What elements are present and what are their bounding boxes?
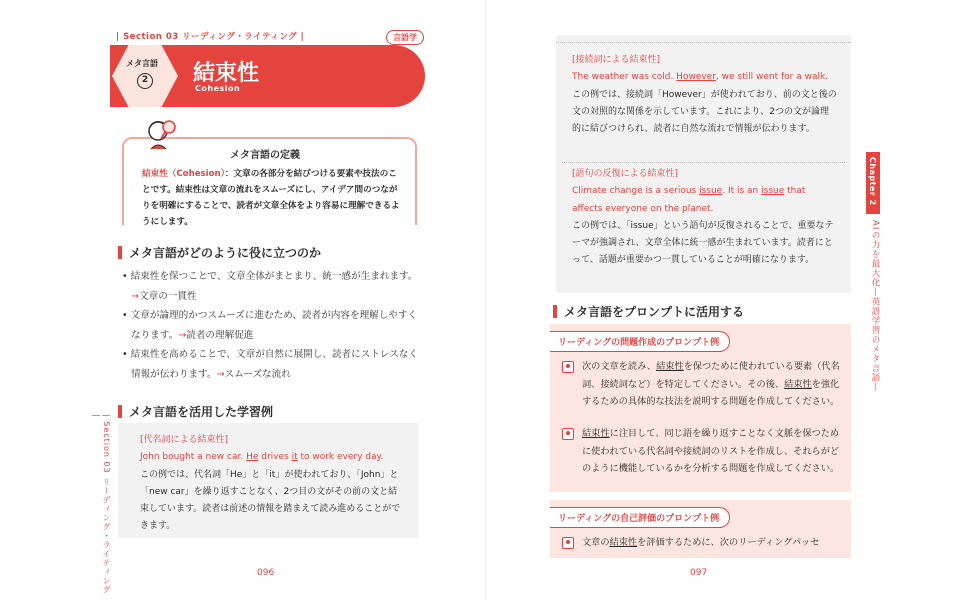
definition-term: 結束性（Cohesion） — [142, 169, 225, 179]
heading-usefulness: メタ言語がどのように役に立つのか — [118, 244, 321, 261]
example-body: この例では、「issue」という語句が反復されることで、重要なテーマが強調され、文章全体に統一感が生まれています。読者にとって、話題が重要かつ一貫していることが明確になります。 — [572, 220, 834, 266]
person-magnifier-icon — [142, 115, 182, 155]
example-label: [語句の反復による結束性] — [572, 169, 679, 179]
example-sentence: Climate change is a serious issue. It is an issue that affects everyone on the planet. — [572, 186, 806, 214]
section-tag: 言語学 — [386, 30, 424, 45]
prompt-icon — [562, 428, 574, 440]
heading-prompts: メタ言語をプロンプトに活用する — [553, 303, 744, 320]
prompt-pill-self-eval: リーディングの自己評価のプロンプト例 — [550, 507, 730, 528]
page-subtitle: Cohesion — [195, 84, 241, 93]
example-label: [接続詞による結束性] — [572, 55, 661, 65]
definition-body: ：文章の各部分を結びつける要素や技法のことです。結束性は文章の流れをスムーズにし、アイデア間のつながりを明確にすることで、読者が文章全体をより容易に理解できるようにします。 — [142, 169, 400, 227]
dotted-divider — [556, 42, 851, 43]
side-section-label: | Section 03 リーディング・ライティング | — [92, 414, 111, 595]
meta-number: 2 — [137, 73, 153, 89]
page-gutter — [485, 0, 486, 600]
prompt-icon — [562, 537, 574, 549]
prompt-item: 結束性に注目して、同じ語を繰り返すことなく文脈を保つために使われている代名詞や接続詞のリストを作成し、それらがどのように機能しているかを分析する問題を作成してください。 — [562, 425, 842, 478]
page-title: 結束性 — [193, 61, 260, 86]
repetition-example — [572, 166, 837, 270]
prompt-item: 文章の結束性を評価するために、次のリーディングパッセ — [562, 534, 842, 552]
example-label: [代名詞による結束性] — [140, 435, 229, 445]
conjunction-example — [572, 52, 837, 138]
example-sentence: The weather was cold. However, we still went for a walk. — [572, 72, 829, 83]
benefit-list — [122, 267, 422, 384]
list-item: • 結束性を保つことで、文章全体がまとまり、統一感が生まれます。→文章の一貫性 — [122, 267, 422, 306]
dotted-divider — [562, 162, 845, 163]
chapter-subtitle: AIの力を最大化―英語学習のメタ言語― — [870, 220, 880, 392]
list-item: • 文章が論理的かつスムーズに進むため、読者が内容を理解しやすくなります。→読者の理解促進 — [122, 306, 422, 345]
page-number-right: 097 — [690, 568, 708, 578]
prompt-pill-question: リーディングの問題作成のプロンプト例 — [550, 331, 730, 352]
heading-examples: メタ言語を活用した学習例 — [118, 403, 273, 420]
prompt-item: 次の文章を読み、結束性を保つために使われている要素（代名詞、接続詞など）を特定してください。その後、結束性を強化するための具体的な技法を説明する問題を作成してください。 — [562, 358, 842, 411]
example-body: この例では、代名詞「He」と「it」が使われており、「John」と「new car」を繰り返すことなく、2つ目の文がその前の文と結束しています。読者は前述の情報を踏まえて読み進めることができます。 — [140, 469, 401, 532]
example-sentence: John bought a new car. He drives it to work every day. — [140, 452, 384, 463]
chapter-label: Chapter 2 — [868, 157, 877, 206]
example-body: この例では、接続詞「However」が使われており、前の文と後の文の対照的な関係を示しています。これにより、2つの文が論理的に結びつけられ、読者に自然な流れで情報が伝わります。 — [572, 89, 837, 135]
section-header: | Section 03 リーディング・ライティング | — [116, 32, 305, 42]
definition-title: メタ言語の定義 — [230, 150, 300, 161]
prompt-icon — [562, 361, 574, 373]
list-item: • 結束性を高めることで、文章が自然に展開し、読者にストレスなく情報が伝わります。→スムーズな流れ — [122, 345, 422, 384]
definition-text — [142, 166, 404, 230]
example-text — [140, 432, 405, 536]
meta-label: メタ言語 — [126, 59, 158, 68]
page-number-left: 096 — [257, 568, 275, 578]
